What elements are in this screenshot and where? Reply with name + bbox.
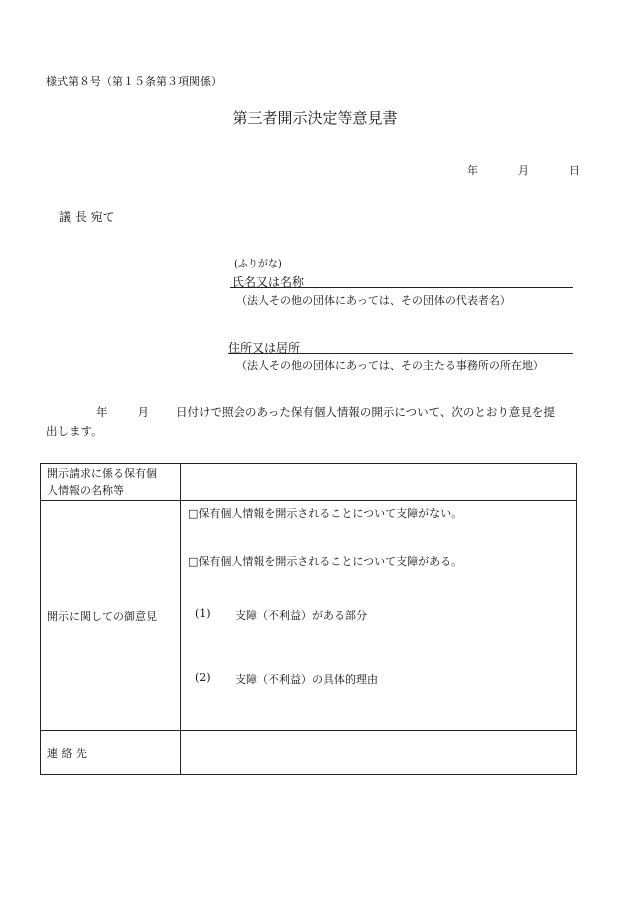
item-1-number: (1) (195, 607, 211, 620)
item-2-number: (2) (195, 671, 211, 684)
address-note: （法人その他の団体にあっては、その主たる事務所の所在地） (236, 359, 544, 372)
name-note: （法人その他の団体にあっては、その団体の代表者名） (236, 294, 511, 307)
opinion-label: 開示に関しての御意見 (47, 609, 157, 623)
info-name-label-line-2: 人情報の名称等 (47, 484, 124, 497)
contact-value-cell[interactable] (181, 731, 577, 775)
table-row (41, 731, 577, 775)
opinion-form-table (40, 463, 577, 775)
date-line (467, 162, 580, 178)
form-number: 様式第８号（第１５条第３項関係） (46, 75, 222, 88)
item-2-text: 支障（不利益）の具体的理由 (235, 673, 378, 686)
table-row (41, 501, 577, 731)
contact-label-cell (41, 731, 181, 775)
opinion-label-cell (41, 501, 181, 731)
addressee: 議 長 宛て (59, 210, 115, 224)
item-1-text: 支障（不利益）がある部分 (235, 609, 367, 622)
address-field-line[interactable] (228, 353, 573, 354)
opinion-value-cell[interactable] (181, 501, 577, 731)
furigana-label: (ふりがな) (234, 259, 282, 270)
date-year-label: 年 (467, 164, 478, 177)
info-name-label-cell (41, 464, 181, 501)
contact-label: 連 絡 先 (47, 746, 87, 760)
statement-month-label: 月 (137, 405, 149, 419)
address-label: 住所又は居所 (228, 341, 301, 355)
page-title: 第三者開示決定等意見書 (232, 109, 398, 127)
name-label: 氏名又は名称 (232, 275, 305, 289)
statement-year-label: 年 (96, 405, 108, 419)
info-name-value-cell[interactable] (181, 464, 577, 501)
option-no-objection[interactable]: □保有個人情報を開示されることについて支障がない。 (188, 507, 463, 520)
statement-line-1 (46, 404, 555, 420)
info-name-label-line-1: 開示請求に係る保有個 (47, 467, 157, 480)
option-objection[interactable]: □保有個人情報を開示されることについて支障がある。 (188, 555, 463, 568)
date-day-label: 日 (569, 164, 580, 177)
name-field-line[interactable] (230, 287, 573, 288)
date-month-label: 月 (518, 164, 529, 177)
statement-text: 日付けで照会のあった保有個人情報の開示について、次のとおり意見を提 (176, 405, 555, 419)
statement-line-2: 出します。 (46, 424, 103, 438)
table-row (41, 464, 577, 501)
